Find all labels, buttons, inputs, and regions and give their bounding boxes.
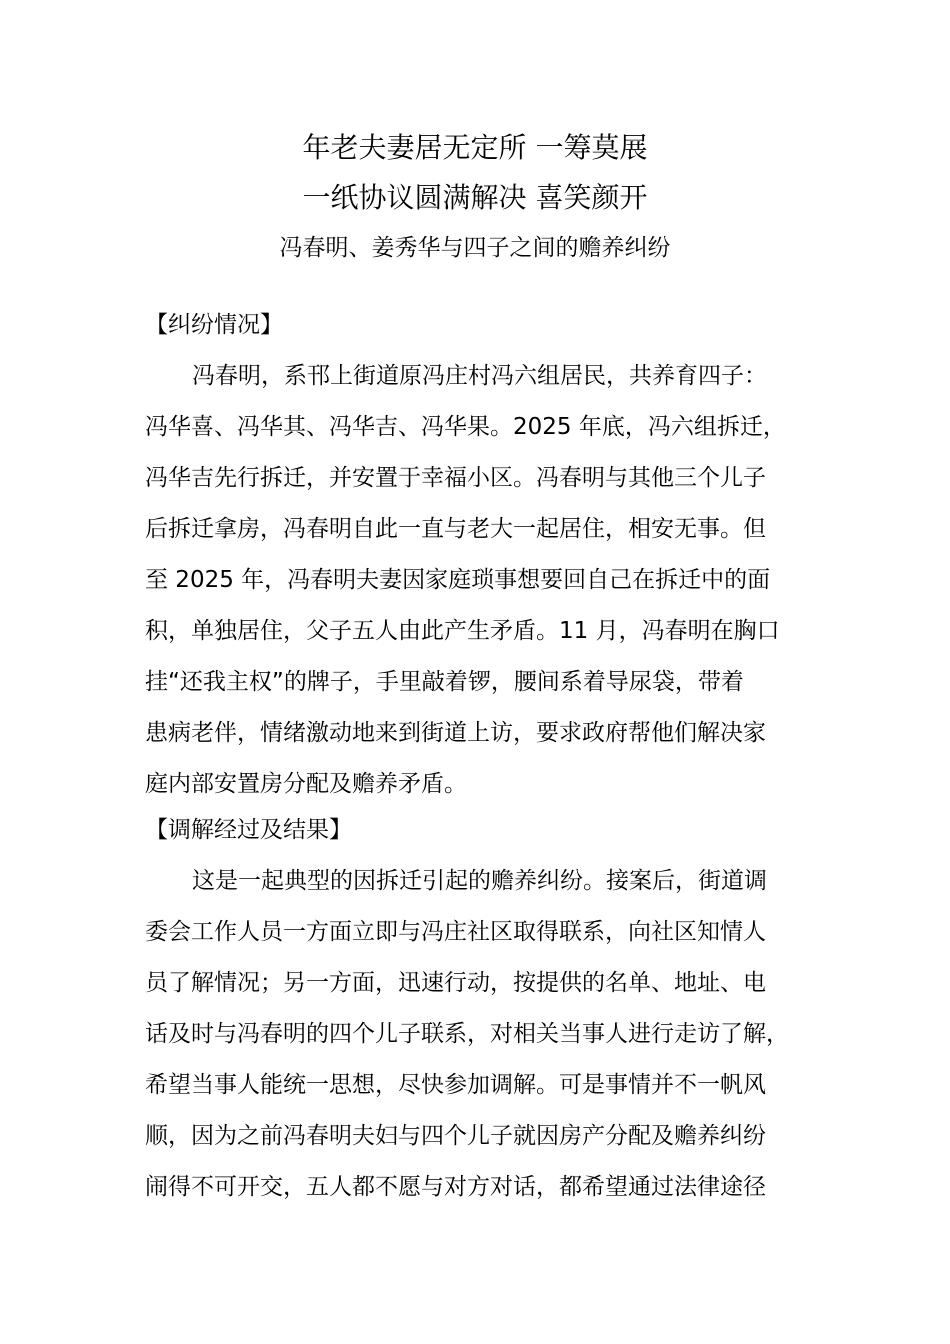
paragraph-line: 挂“还我主权”的牌子，手里敲着锣，腰间系着导尿袋，带着: [145, 669, 744, 695]
paragraph-line: 冯春明，系邗上街道原冯庄村冯六组居民，共养育四子：: [192, 363, 767, 389]
document-title-line-2: 一纸协议圆满解决 喜笑颜开: [302, 181, 648, 214]
paragraph-line: 委会工作人员一方面立即与冯庄社区取得联系，向社区知情人: [145, 919, 766, 945]
paragraph-line: 后拆迁拿房，冯春明自此一直与老大一起居住，相安无事。但: [145, 516, 766, 542]
document-subtitle: 冯春明、姜秀华与四子之间的赡养纠纷: [279, 235, 671, 261]
paragraph-line: 冯华吉先行拆迁，并安置于幸福小区。冯春明与其他三个儿子: [145, 465, 766, 491]
paragraph-line: 希望当事人能统一思想，尽快参加调解。可是事情并不一帆风: [145, 1072, 766, 1098]
paragraph-line: 话及时与冯春明的四个儿子联系，对相关当事人进行走访了解，: [145, 1021, 789, 1047]
paragraph-line: 患病老伴，情绪激动地来到街道上访，要求政府帮他们解决家: [145, 720, 766, 746]
paragraph-line: 顺，因为之前冯春明夫妇与四个儿子就因房产分配及赡养纠纷: [145, 1123, 766, 1149]
paragraph-line: 员了解情况；另一方面，迅速行动，按提供的名单、地址、电: [145, 970, 766, 996]
paragraph-line: 闹得不可开交，五人都不愿与对方对话，都希望通过法律途径: [145, 1174, 766, 1200]
section-heading-mediation: 【调解经过及结果】: [145, 817, 352, 843]
paragraph-line: 冯华喜、冯华其、冯华吉、冯华果。2025 年底，冯六组拆迁，: [145, 414, 786, 440]
section-heading-dispute: 【纠纷情况】: [145, 312, 283, 338]
paragraph-line: 这是一起典型的因拆迁引起的赡养纠纷。接案后，街道调: [192, 868, 767, 894]
document-title-line-1: 年老夫妻居无定所 一筹莫展: [302, 131, 648, 164]
paragraph-line: 积，单独居住，父子五人由此产生矛盾。11 月，冯春明在胸口: [145, 618, 780, 644]
paragraph-line: 庭内部安置房分配及赡养矛盾。: [145, 771, 467, 797]
paragraph-line: 至 2025 年，冯春明夫妻因家庭琐事想要回自己在拆迁中的面: [145, 567, 771, 593]
